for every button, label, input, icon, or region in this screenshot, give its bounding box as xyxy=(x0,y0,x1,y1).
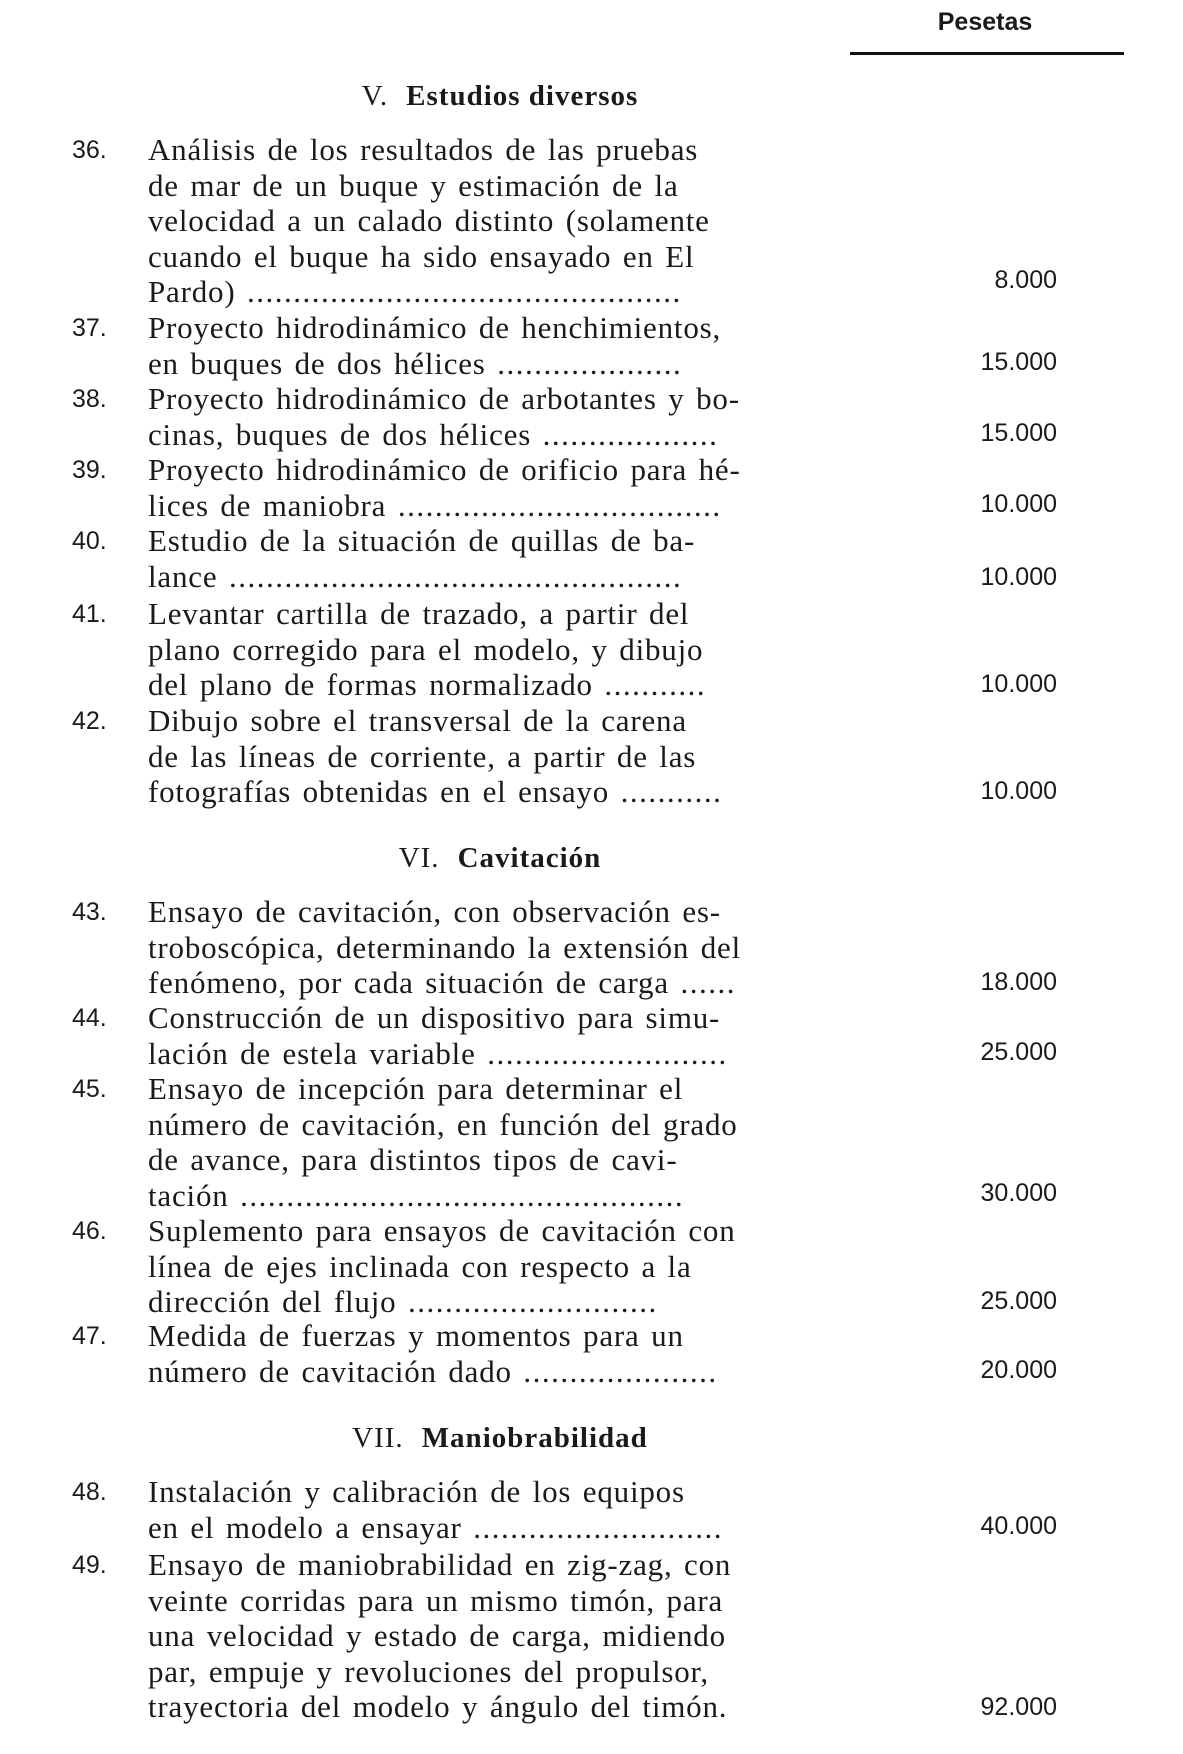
leader-dots: ...... xyxy=(680,965,736,1001)
entry-line: lación de estela variable xyxy=(148,1035,476,1071)
entry-text xyxy=(148,894,854,1001)
entry-text xyxy=(148,596,854,703)
entry-price: 10.000 xyxy=(980,563,1057,591)
entry-text xyxy=(148,452,854,523)
entry-line: Proyecto hidrodinámico de arbotantes y bo- xyxy=(148,381,740,416)
entry-text xyxy=(148,1547,854,1725)
leader-dots: ................................... xyxy=(397,487,722,523)
leader-dots: ........... xyxy=(620,774,723,810)
entry-text xyxy=(148,310,854,381)
entry-line: plano corregido para el modelo, y dibujo xyxy=(148,631,704,667)
entry-line: Instalación y calibración de los equipos xyxy=(148,1474,685,1509)
entry-number: 44. xyxy=(72,1004,107,1032)
entry-number: 42. xyxy=(72,707,107,735)
entry-line: Ensayo de maniobrabilidad en zig-zag, con xyxy=(148,1547,732,1582)
leader-dots: ................................................ xyxy=(240,1177,685,1213)
entry-line: veinte corridas para un mismo timón, para xyxy=(148,1582,724,1618)
entry-line: fenómeno, por cada situación de carga xyxy=(148,965,669,1001)
entry-line: Proyecto hidrodinámico de orificio para hé- xyxy=(148,452,741,487)
section-heading-vi xyxy=(0,842,1000,875)
entry-text xyxy=(148,1474,854,1545)
entry-price: 92.000 xyxy=(980,1693,1057,1721)
section-heading-vii xyxy=(0,1422,1000,1455)
section-heading-v xyxy=(0,80,1000,113)
entry-line: en buques de dos hélices xyxy=(148,345,486,381)
entry-line: número de cavitación dado xyxy=(148,1353,512,1389)
entry-price: 30.000 xyxy=(980,1179,1057,1207)
entry-line: par, empuje y revoluciones del propulsor, xyxy=(148,1653,709,1689)
entry-price: 15.000 xyxy=(980,419,1057,447)
entry-price: 10.000 xyxy=(980,670,1057,698)
entry-line: trayectoria del modelo y ángulo del timón. xyxy=(148,1689,728,1725)
entry-number: 38. xyxy=(72,385,107,413)
section-number: V. xyxy=(361,80,389,112)
leader-dots: .......................... xyxy=(487,1035,728,1071)
entry-line: Medida de fuerzas y momentos para un xyxy=(148,1318,684,1353)
entry-text xyxy=(148,132,854,310)
section-number: VI. xyxy=(398,842,440,874)
entry-text xyxy=(148,1318,854,1389)
currency-column-header: Pesetas xyxy=(937,8,1033,36)
entry-price: 8.000 xyxy=(994,266,1057,294)
entry-number: 39. xyxy=(72,456,107,484)
entry-line: Ensayo de incepción para determinar el xyxy=(148,1071,684,1106)
entry-price: 10.000 xyxy=(980,777,1057,805)
header-rule xyxy=(850,52,1124,55)
entry-line: número de cavitación, en función del grado xyxy=(148,1106,738,1142)
entry-line: troboscópica, determinando la extensión del xyxy=(148,929,742,965)
entry-line: Pardo) xyxy=(148,274,236,310)
entry-text xyxy=(148,1071,854,1213)
entry-line: una velocidad y estado de carga, midiendo xyxy=(148,1618,726,1654)
entry-line: velocidad a un calado distinto (solamente xyxy=(148,203,710,239)
entry-price: 20.000 xyxy=(980,1356,1057,1384)
entry-line: cinas, buques de dos hélices xyxy=(148,416,532,452)
section-title: Cavitación xyxy=(457,842,602,874)
entry-line: cuando el buque ha sido ensayado en El xyxy=(148,238,695,274)
entry-line: lance xyxy=(148,558,218,594)
entry-number: 37. xyxy=(72,314,107,342)
entry-text xyxy=(148,703,854,810)
entry-text xyxy=(148,1213,854,1320)
entry-line: línea de ejes inclinada con respecto a la xyxy=(148,1248,692,1284)
entry-line: del plano de formas normalizado xyxy=(148,667,593,703)
entry-price: 40.000 xyxy=(980,1512,1057,1540)
leader-dots: ................................................. xyxy=(228,558,683,594)
leader-dots: ........................... xyxy=(473,1509,723,1545)
entry-line: Estudio de la situación de quillas de ba- xyxy=(148,523,696,558)
section-title: Maniobrabilidad xyxy=(421,1422,648,1454)
leader-dots: .................... xyxy=(497,345,683,381)
entry-line: fotografías obtenidas en el ensayo xyxy=(148,774,609,810)
entry-number: 41. xyxy=(72,600,107,628)
leader-dots: ..................... xyxy=(523,1353,718,1389)
entry-number: 48. xyxy=(72,1478,107,1506)
section-title: Estudios diversos xyxy=(406,80,639,112)
entry-number: 45. xyxy=(72,1075,107,1103)
entry-price: 10.000 xyxy=(980,490,1057,518)
entry-line: Ensayo de cavitación, con observación es- xyxy=(148,894,721,929)
leader-dots: ........... xyxy=(604,667,707,703)
leader-dots: ........................... xyxy=(408,1284,658,1320)
entry-line: de las líneas de corriente, a partir de las xyxy=(148,738,697,774)
entry-number: 36. xyxy=(72,136,107,164)
entry-line: tación xyxy=(148,1177,229,1213)
section-number: VII. xyxy=(352,1422,404,1454)
entry-number: 46. xyxy=(72,1217,107,1245)
entry-number: 43. xyxy=(72,898,107,926)
entry-line: Dibujo sobre el transversal de la carena xyxy=(148,703,687,738)
entry-line: de mar de un buque y estimación de la xyxy=(148,167,679,203)
entry-text xyxy=(148,523,854,594)
entry-text xyxy=(148,381,854,452)
leader-dots: ............................................... xyxy=(247,274,682,310)
entry-number: 49. xyxy=(72,1551,107,1579)
entry-line: lices de maniobra xyxy=(148,487,387,523)
entry-price: 15.000 xyxy=(980,348,1057,376)
entry-number: 47. xyxy=(72,1322,107,1350)
entry-line: Construcción de un dispositivo para simu- xyxy=(148,1000,721,1035)
leader-dots: ................... xyxy=(542,416,719,452)
entry-price: 18.000 xyxy=(980,968,1057,996)
entry-line: de avance, para distintos tipos de cavi- xyxy=(148,1142,678,1178)
entry-text xyxy=(148,1000,854,1071)
entry-line: dirección del flujo xyxy=(148,1284,397,1320)
entry-line: Análisis de los resultados de las pruebas xyxy=(148,132,699,167)
entry-price: 25.000 xyxy=(980,1038,1057,1066)
entry-number: 40. xyxy=(72,527,107,555)
entry-line: Proyecto hidrodinámico de henchimientos, xyxy=(148,310,722,345)
entry-line: en el modelo a ensayar xyxy=(148,1509,462,1545)
entry-price: 25.000 xyxy=(980,1287,1057,1315)
entry-line: Suplemento para ensayos de cavitación con xyxy=(148,1213,736,1248)
entry-line: Levantar cartilla de trazado, a partir del xyxy=(148,596,690,631)
